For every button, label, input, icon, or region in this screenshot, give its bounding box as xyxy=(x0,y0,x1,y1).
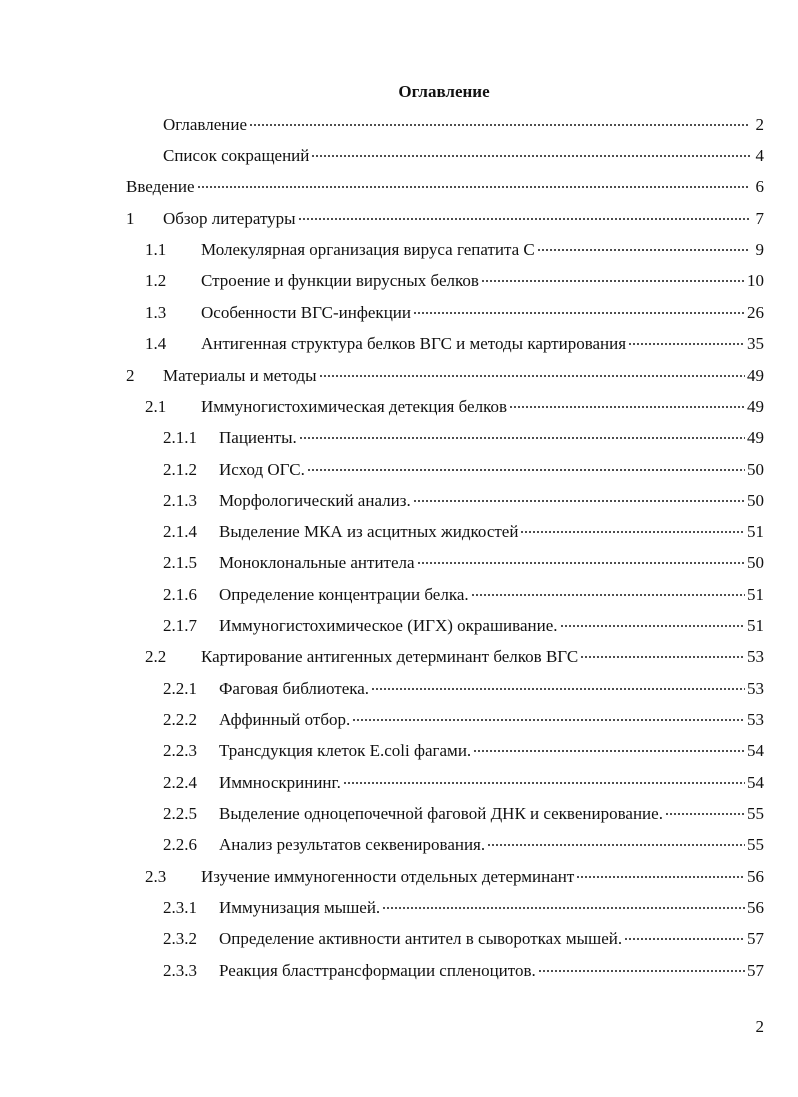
toc-entry-page: 50 xyxy=(747,460,764,479)
toc-leader xyxy=(560,625,746,627)
toc-entry-page: 56 xyxy=(747,867,764,886)
toc-entry-text: Антигенная структура белков ВГС и методы картирования xyxy=(201,334,627,353)
toc-leader xyxy=(628,343,745,345)
toc-entry-number: 2.1.7 xyxy=(163,616,197,635)
toc-entry[interactable] xyxy=(163,802,764,826)
toc-entry-text: Аффинный отбор. xyxy=(219,710,351,729)
toc-leader xyxy=(665,813,745,815)
toc-entry-page: 2 xyxy=(755,115,764,134)
toc-entry-number: 2.2.2 xyxy=(163,710,197,729)
toc-entry-number: 1.4 xyxy=(145,334,167,353)
toc-entry-page: 51 xyxy=(747,616,764,635)
toc-leader xyxy=(624,938,745,940)
toc-entry-page: 56 xyxy=(747,898,764,917)
toc-entry-number: 1 xyxy=(126,209,135,228)
toc-entry-page: 51 xyxy=(747,522,764,541)
toc-entry-page: 55 xyxy=(747,835,764,854)
toc-entry[interactable] xyxy=(163,959,764,983)
toc-entry-number: 1.2 xyxy=(145,271,167,290)
page-number: 2 xyxy=(755,1017,764,1036)
toc-entry-page: 49 xyxy=(747,397,764,416)
toc-entry-page: 55 xyxy=(747,804,764,823)
toc-entry-number: 2.1 xyxy=(145,397,167,416)
toc-entry-text: Обзор литературы xyxy=(163,209,296,228)
toc-entry-text: Иммуногистохимическая детекция белков xyxy=(201,397,507,416)
toc-entry-page: 35 xyxy=(747,334,764,353)
toc-entry-text: Материалы и методы xyxy=(163,366,317,385)
toc-leader xyxy=(319,375,745,377)
toc-entry-page: 53 xyxy=(747,679,764,698)
toc-leader xyxy=(487,844,745,846)
toc-entry-text: Оглавление xyxy=(163,115,247,134)
toc-entry-text: Фаговая библиотека. xyxy=(219,679,370,698)
toc-entry-page: 9 xyxy=(755,240,764,259)
toc-entry-text: Выделение МКА из асцитных жидкостей xyxy=(219,522,519,541)
toc-entry[interactable] xyxy=(145,395,764,419)
toc-entry-text: Анализ результатов секвенирования. xyxy=(219,835,486,854)
toc-entry-text: Исход ОГС. xyxy=(219,460,305,479)
toc-entry-text: Реакция бласттрансформации спленоцитов. xyxy=(219,961,536,980)
toc-entry-text: Выделение одноцепочечной фаговой ДНК и секвенирование. xyxy=(219,804,663,823)
toc-entry-text: Иммунизация мышей. xyxy=(219,898,381,917)
toc-leader xyxy=(197,186,750,188)
toc-entry[interactable] xyxy=(126,207,764,231)
toc-entry[interactable] xyxy=(145,269,764,293)
toc-entry[interactable] xyxy=(163,583,764,607)
toc-entry-page: 26 xyxy=(747,303,764,322)
toc-entry-text: Морфологический анализ. xyxy=(219,491,411,510)
toc-entry-page: 53 xyxy=(747,710,764,729)
toc-entry-number: 2.3.2 xyxy=(163,929,197,948)
toc-entry-number: 1.1 xyxy=(145,240,167,259)
toc-entry-number: 2.1.4 xyxy=(163,522,197,541)
toc-leader xyxy=(413,312,745,314)
toc-entry[interactable] xyxy=(163,520,764,544)
toc-title: Оглавление xyxy=(398,82,490,101)
toc-entry[interactable] xyxy=(145,301,764,325)
toc-entry[interactable] xyxy=(163,426,764,450)
toc-entry-text: Строение и функции вирусных белков xyxy=(201,271,479,290)
toc-leader xyxy=(471,594,745,596)
toc-entry[interactable] xyxy=(163,739,764,763)
toc-entry[interactable] xyxy=(145,865,764,889)
toc-entry-number: 2.2.6 xyxy=(163,835,197,854)
toc-entry-page: 53 xyxy=(747,647,764,666)
toc-entry[interactable] xyxy=(163,113,764,137)
toc-entry-number: 2.3.3 xyxy=(163,961,197,980)
toc-entry[interactable] xyxy=(145,332,764,356)
toc-entry[interactable] xyxy=(163,614,764,638)
toc-entry-number: 2.1.5 xyxy=(163,553,197,572)
toc-entry-page: 7 xyxy=(755,209,764,228)
toc-entry-page: 50 xyxy=(747,491,764,510)
toc-entry-number: 2.1.1 xyxy=(163,428,197,447)
toc-entry-number: 2.3.1 xyxy=(163,898,197,917)
toc-entry-text: Изучение иммуногенности отдельных детерминант xyxy=(201,867,575,886)
toc-leader xyxy=(481,280,745,282)
toc-entry-text: Трансдукция клеток E.coli фагами. xyxy=(219,741,472,760)
toc-entry-page: 51 xyxy=(747,585,764,604)
toc-entry-page: 54 xyxy=(747,773,764,792)
toc-entry-text: Иммноскрининг. xyxy=(219,773,341,792)
toc-entry-page: 54 xyxy=(747,741,764,760)
toc-entry-text: Иммуногистохимическое (ИГХ) окрашивание. xyxy=(219,616,558,635)
toc-leader xyxy=(417,562,745,564)
toc-leader xyxy=(580,656,745,658)
toc-leader xyxy=(538,970,745,972)
toc-entry-number: 2.2.3 xyxy=(163,741,197,760)
toc-leader xyxy=(382,907,745,909)
toc-entry-page: 50 xyxy=(747,553,764,572)
toc-entry-page: 10 xyxy=(747,271,764,290)
toc-entry-text: Особенности ВГС-инфекции xyxy=(201,303,411,322)
toc-entry-text: Пациенты. xyxy=(219,428,297,447)
toc-entry[interactable] xyxy=(145,238,764,262)
toc-entry-page: 57 xyxy=(747,929,764,948)
toc-entry-number: 1.3 xyxy=(145,303,167,322)
toc-entry[interactable] xyxy=(163,708,764,732)
toc-entry-number: 2.2.5 xyxy=(163,804,197,823)
toc-leader xyxy=(371,688,745,690)
toc-entry-text: Введение xyxy=(126,177,195,196)
toc-leader xyxy=(311,155,750,157)
toc-entry-text: Список сокращений xyxy=(163,146,310,165)
toc-entry-number: 2.3 xyxy=(145,867,167,886)
toc-entry[interactable] xyxy=(163,896,764,920)
toc-leader xyxy=(299,437,745,439)
toc-entry[interactable] xyxy=(163,551,764,575)
toc-leader xyxy=(307,469,745,471)
toc-entry[interactable] xyxy=(126,175,764,199)
toc-leader xyxy=(509,406,745,408)
toc-leader xyxy=(343,782,745,784)
toc-leader xyxy=(473,750,745,752)
toc-entry-page: 49 xyxy=(747,428,764,447)
toc-entry-number: 2.2.1 xyxy=(163,679,197,698)
toc-entry-page: 6 xyxy=(755,177,764,196)
toc-entry-number: 2.2 xyxy=(145,647,167,666)
toc-leader xyxy=(249,124,750,126)
toc-entry-page: 49 xyxy=(747,366,764,385)
toc-entry[interactable] xyxy=(163,771,764,795)
toc-entry[interactable] xyxy=(145,645,764,669)
toc-leader xyxy=(576,876,745,878)
toc-leader xyxy=(413,500,745,502)
toc-entry-text: Определение концентрации белка. xyxy=(219,585,469,604)
toc-entry-text: Молекулярная организация вируса гепатита С xyxy=(201,240,535,259)
toc-entry[interactable] xyxy=(163,458,764,482)
toc-entry-text: Определение активности антител в сыворотках мышей. xyxy=(219,929,623,948)
toc-leader xyxy=(352,719,745,721)
toc-entry-number: 2.1.3 xyxy=(163,491,197,510)
toc-entry-number: 2 xyxy=(126,366,135,385)
toc-entry[interactable] xyxy=(163,927,764,951)
toc-entry[interactable] xyxy=(126,364,764,388)
toc-entry[interactable] xyxy=(163,677,764,701)
toc-leader xyxy=(537,249,750,251)
toc-entry[interactable] xyxy=(163,489,764,513)
toc-entry-page: 57 xyxy=(747,961,764,980)
toc-entry-text: Картирование антигенных детерминант белков ВГС xyxy=(201,647,579,666)
toc-entry[interactable] xyxy=(163,833,764,857)
toc-leader xyxy=(298,218,750,220)
toc-entry-text: Моноклональные антитела xyxy=(219,553,415,572)
toc-leader xyxy=(520,531,745,533)
toc-entry[interactable] xyxy=(163,144,764,168)
toc-entry-number: 2.2.4 xyxy=(163,773,197,792)
toc-entry-number: 2.1.2 xyxy=(163,460,197,479)
toc-entry-number: 2.1.6 xyxy=(163,585,197,604)
toc-entry-page: 4 xyxy=(755,146,764,165)
